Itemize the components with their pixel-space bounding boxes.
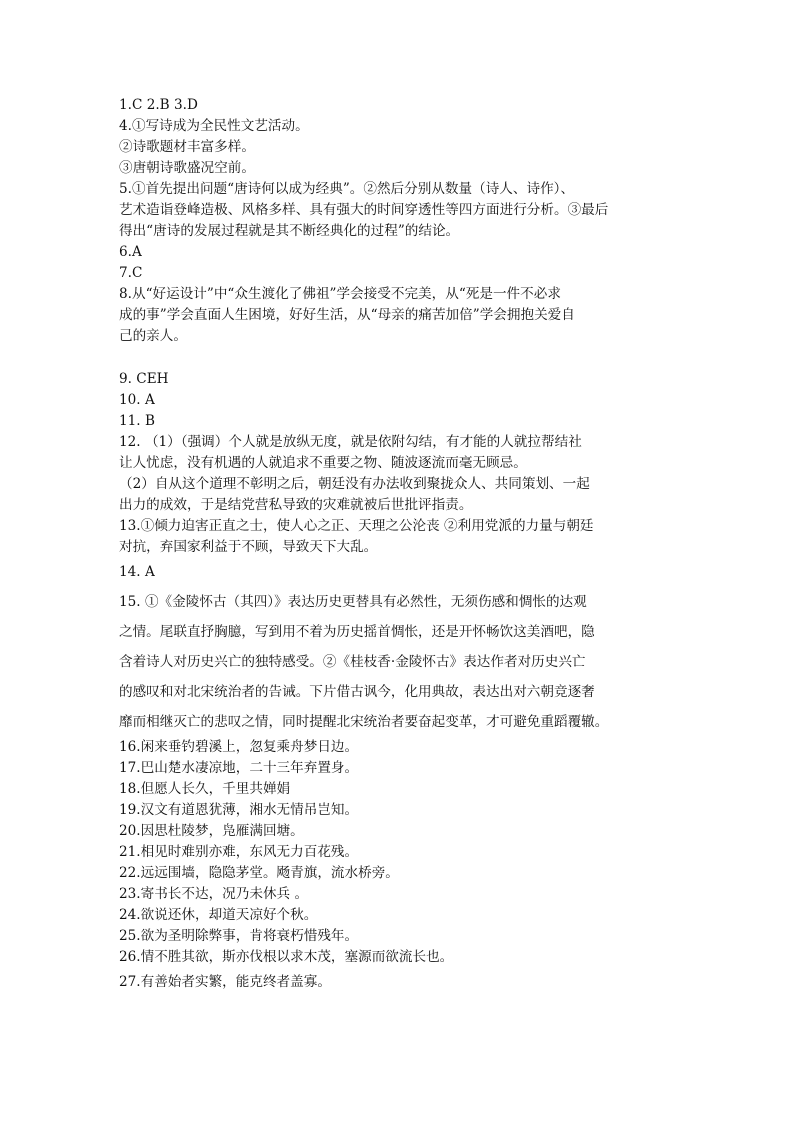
answer-key-document [119,95,679,993]
answer-17: 17.巴山楚水凄凉地，二十三年弃置身。 [119,760,359,776]
answers-16-26 [119,737,679,968]
answer-12-line: （2）自从这个道理不彰明之后，朝廷没有办法收到聚拢众人、共同策划、一起 [119,476,590,492]
paragraph-gap [119,347,679,369]
answer-15 [119,587,679,737]
answer-4-line: ②诗歌题材丰富多样。 [119,139,255,155]
answer-16: 16.闲来垂钓碧溪上，忽复乘舟梦日边。 [119,739,359,755]
answer-12-line: 出力的成效，于是结党营私导致的灾难就被后世批评指责。 [119,497,473,513]
answer-19: 19.汉文有道恩犹薄，湘水无情吊岂知。 [119,802,359,818]
answer-8-line: 己的亲人。 [119,328,187,344]
answer-8-line: 成的事”学会直面人生困境，好好生活，从“母亲的痛苦加倍”学会拥抱关爱自 [119,307,575,323]
answer-13-line: 13.①倾力迫害正直之士，使人心之正、天理之公沦丧 ②利用党派的力量与朝廷 [119,518,594,534]
answer-13-line: 对抗，弃国家利益于不顾，导致天下大乱。 [119,539,378,555]
answer-4-line: 4.①写诗成为全民性文艺活动。 [119,118,309,134]
answer-8-line: 8.从“好运设计”中“众生渡化了佛祖”学会接受不完美，从“死是一件不必求 [119,286,561,302]
answer-12 [119,432,679,516]
answer-5-line: 艺术造诣登峰造极、风格多样、具有强大的时间穿透性等四方面进行分析。③最后 [119,202,609,218]
answer-15-line: 的感叹和对北宋统治者的告诫。下片借古讽今，化用典故，表达出对六朝竞逐奢 [119,684,595,700]
answer-15-line: 含着诗人对历史兴亡的独特感受。②《桂枝香·金陵怀古》表达作者对历史兴亡 [119,654,586,670]
answer-7: 7.C [119,265,143,281]
answer-25: 25.欲为圣明除弊事，肯将衰朽惜残年。 [119,928,359,944]
answer-13 [119,516,679,558]
answer-1-3: 1.C 2.B 3.D [119,97,198,113]
answer-9: 9. CEH [119,371,169,387]
answer-27: 27.有善始者实繁，能克终者盖寡。 [119,974,331,990]
answer-8 [119,284,679,347]
answer-23: 23.寄书长不达，况乃未休兵 。 [119,886,309,902]
answer-10: 10. A [119,392,155,408]
answer-15-line: 靡而相继灭亡的悲叹之情，同时提醒北宋统治者要奋起变革，才可避免重蹈覆辙。 [119,714,609,730]
answer-5-line: 5.①首先提出问题“唐诗何以成为经典”。②然后分别从数量（诗人、诗作）、 [119,181,575,197]
answer-26: 26.情不胜其欲，斯亦伐根以求木茂，塞源而欲流长也。 [119,949,454,965]
answer-22: 22.远远围墙，隐隐茅堂。飏青旗，流水桥旁。 [119,865,399,881]
answer-4 [119,116,679,179]
answer-18: 18.但愿人长久，千里共婵娟 [119,781,291,797]
answer-20: 20.因思杜陵梦，凫雁满回塘。 [119,823,304,839]
answer-6: 6.A [119,244,142,260]
answer-5-line: 得出“唐诗的发展过程就是其不断经典化的过程”的结论。 [119,223,460,239]
answer-12-line: 让人忧虑，没有机遇的人就追求不重要之物、随波逐流而毫无顾忌。 [119,455,527,471]
answer-24: 24.欲说还休，却道天凉好个秋。 [119,907,318,923]
answer-11: 11. B [119,413,155,429]
answer-15-line: 15. ①《金陵怀古（其四）》表达历史更替具有必然性，无须伤感和惆怅的达观 [119,594,587,610]
answer-12-line: 12. （1）（强调）个人就是放纵无度，就是依附勾结，有才能的人就拉帮结社 [119,434,582,450]
answer-5 [119,179,679,242]
answer-14: 14. A [119,564,155,580]
answer-21: 21.相见时难别亦难，东风无力百花残。 [119,844,359,860]
answer-4-line: ③唐朝诗歌盛况空前。 [119,160,255,176]
answer-15-line: 之情。尾联直抒胸臆，写到用不着为历史摇首惆怅，还是开怀畅饮这美酒吧，隐 [119,624,595,640]
